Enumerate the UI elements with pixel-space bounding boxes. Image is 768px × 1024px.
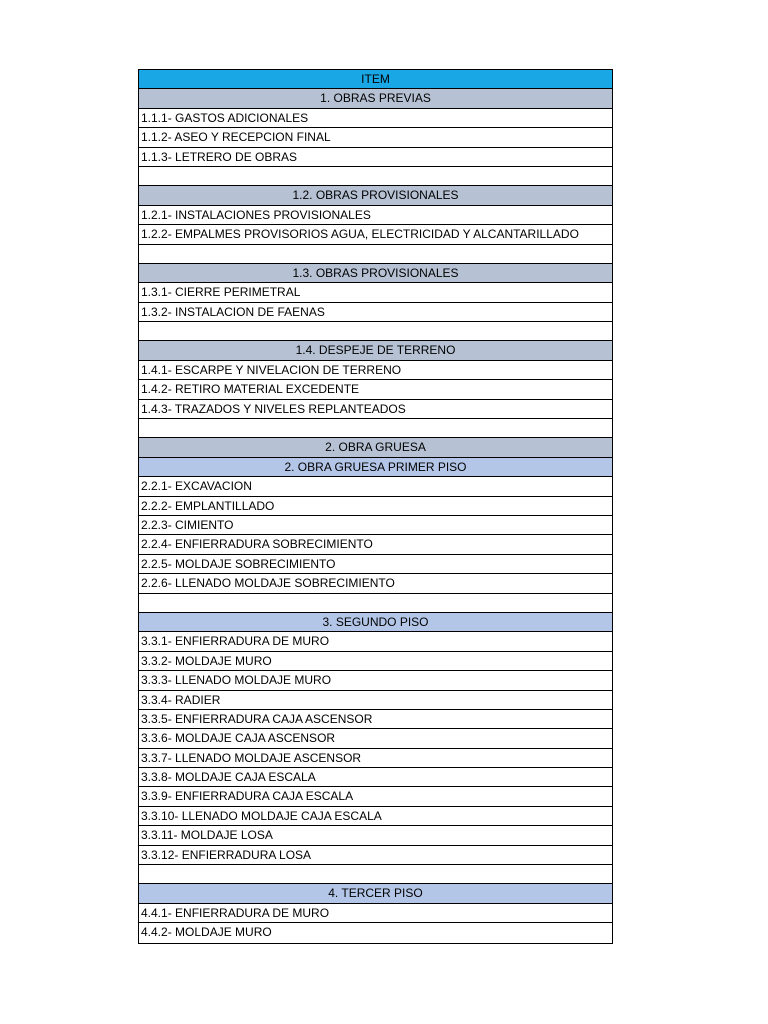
item-row: 2.2.3- CIMIENTO xyxy=(139,516,612,535)
item-row: 1.4.2- RETIRO MATERIAL EXCEDENTE xyxy=(139,380,612,399)
blank-row xyxy=(139,167,612,186)
item-row: 3.3.6- MOLDAJE CAJA ASCENSOR xyxy=(139,729,612,748)
subsection-header-row: 4. TERCER PISO xyxy=(139,884,612,903)
section-header-row: 1.2. OBRAS PROVISIONALES xyxy=(139,186,612,205)
blank-row xyxy=(139,322,612,341)
item-row: 1.4.1- ESCARPE Y NIVELACION DE TERRENO xyxy=(139,361,612,380)
blank-row xyxy=(139,419,612,438)
blank-row xyxy=(139,865,612,884)
item-row: 1.1.3- LETRERO DE OBRAS xyxy=(139,148,612,167)
section-header-row: 1.3. OBRAS PROVISIONALES xyxy=(139,264,612,283)
item-row: 1.1.1- GASTOS ADICIONALES xyxy=(139,109,612,128)
item-row: 3.3.1- ENFIERRADURA DE MURO xyxy=(139,632,612,651)
subsection-header-row: 3. SEGUNDO PISO xyxy=(139,613,612,632)
item-row: 3.3.3- LLENADO MOLDAJE MURO xyxy=(139,671,612,690)
item-row: 3.3.5- ENFIERRADURA CAJA ASCENSOR xyxy=(139,710,612,729)
item-table xyxy=(138,69,613,944)
item-row: 1.2.1- INSTALACIONES PROVISIONALES xyxy=(139,206,612,225)
item-row: 1.4.3- TRAZADOS Y NIVELES REPLANTEADOS xyxy=(139,400,612,419)
item-row: 4.4.2- MOLDAJE MURO xyxy=(139,923,612,942)
item-row: 1.1.2- ASEO Y RECEPCION FINAL xyxy=(139,128,612,147)
item-row: 2.2.4- ENFIERRADURA SOBRECIMIENTO xyxy=(139,535,612,554)
item-row: 2.2.6- LLENADO MOLDAJE SOBRECIMIENTO xyxy=(139,574,612,593)
item-row: 3.3.2- MOLDAJE MURO xyxy=(139,652,612,671)
item-row: 3.3.7- LLENADO MOLDAJE ASCENSOR xyxy=(139,749,612,768)
item-row: 2.2.2- EMPLANTILLADO xyxy=(139,497,612,516)
item-row: 3.3.10- LLENADO MOLDAJE CAJA ESCALA xyxy=(139,807,612,826)
item-row: 1.3.2- INSTALACION DE FAENAS xyxy=(139,303,612,322)
item-row: 1.3.1- CIERRE PERIMETRAL xyxy=(139,283,612,302)
subsection-header-row: 2. OBRA GRUESA PRIMER PISO xyxy=(139,458,612,477)
item-row: 4.4.1- ENFIERRADURA DE MURO xyxy=(139,904,612,923)
item-row: 2.2.5- MOLDAJE SOBRECIMIENTO xyxy=(139,555,612,574)
item-row: 3.3.11- MOLDAJE LOSA xyxy=(139,826,612,845)
section-header-row: 1.4. DESPEJE DE TERRENO xyxy=(139,341,612,360)
item-row: 2.2.1- EXCAVACION xyxy=(139,477,612,496)
blank-row xyxy=(139,245,612,264)
table-title-row: ITEM xyxy=(139,70,612,89)
item-row: 3.3.4- RADIER xyxy=(139,691,612,710)
section-header-row: 2. OBRA GRUESA xyxy=(139,438,612,457)
item-row: 3.3.8- MOLDAJE CAJA ESCALA xyxy=(139,768,612,787)
item-row: 3.3.9- ENFIERRADURA CAJA ESCALA xyxy=(139,787,612,806)
item-row: 1.2.2- EMPALMES PROVISORIOS AGUA, ELECTRICIDAD Y ALCANTARILLADO xyxy=(139,225,612,244)
blank-row xyxy=(139,594,612,613)
section-header-row: 1. OBRAS PREVIAS xyxy=(139,89,612,108)
item-row: 3.3.12- ENFIERRADURA LOSA xyxy=(139,846,612,865)
